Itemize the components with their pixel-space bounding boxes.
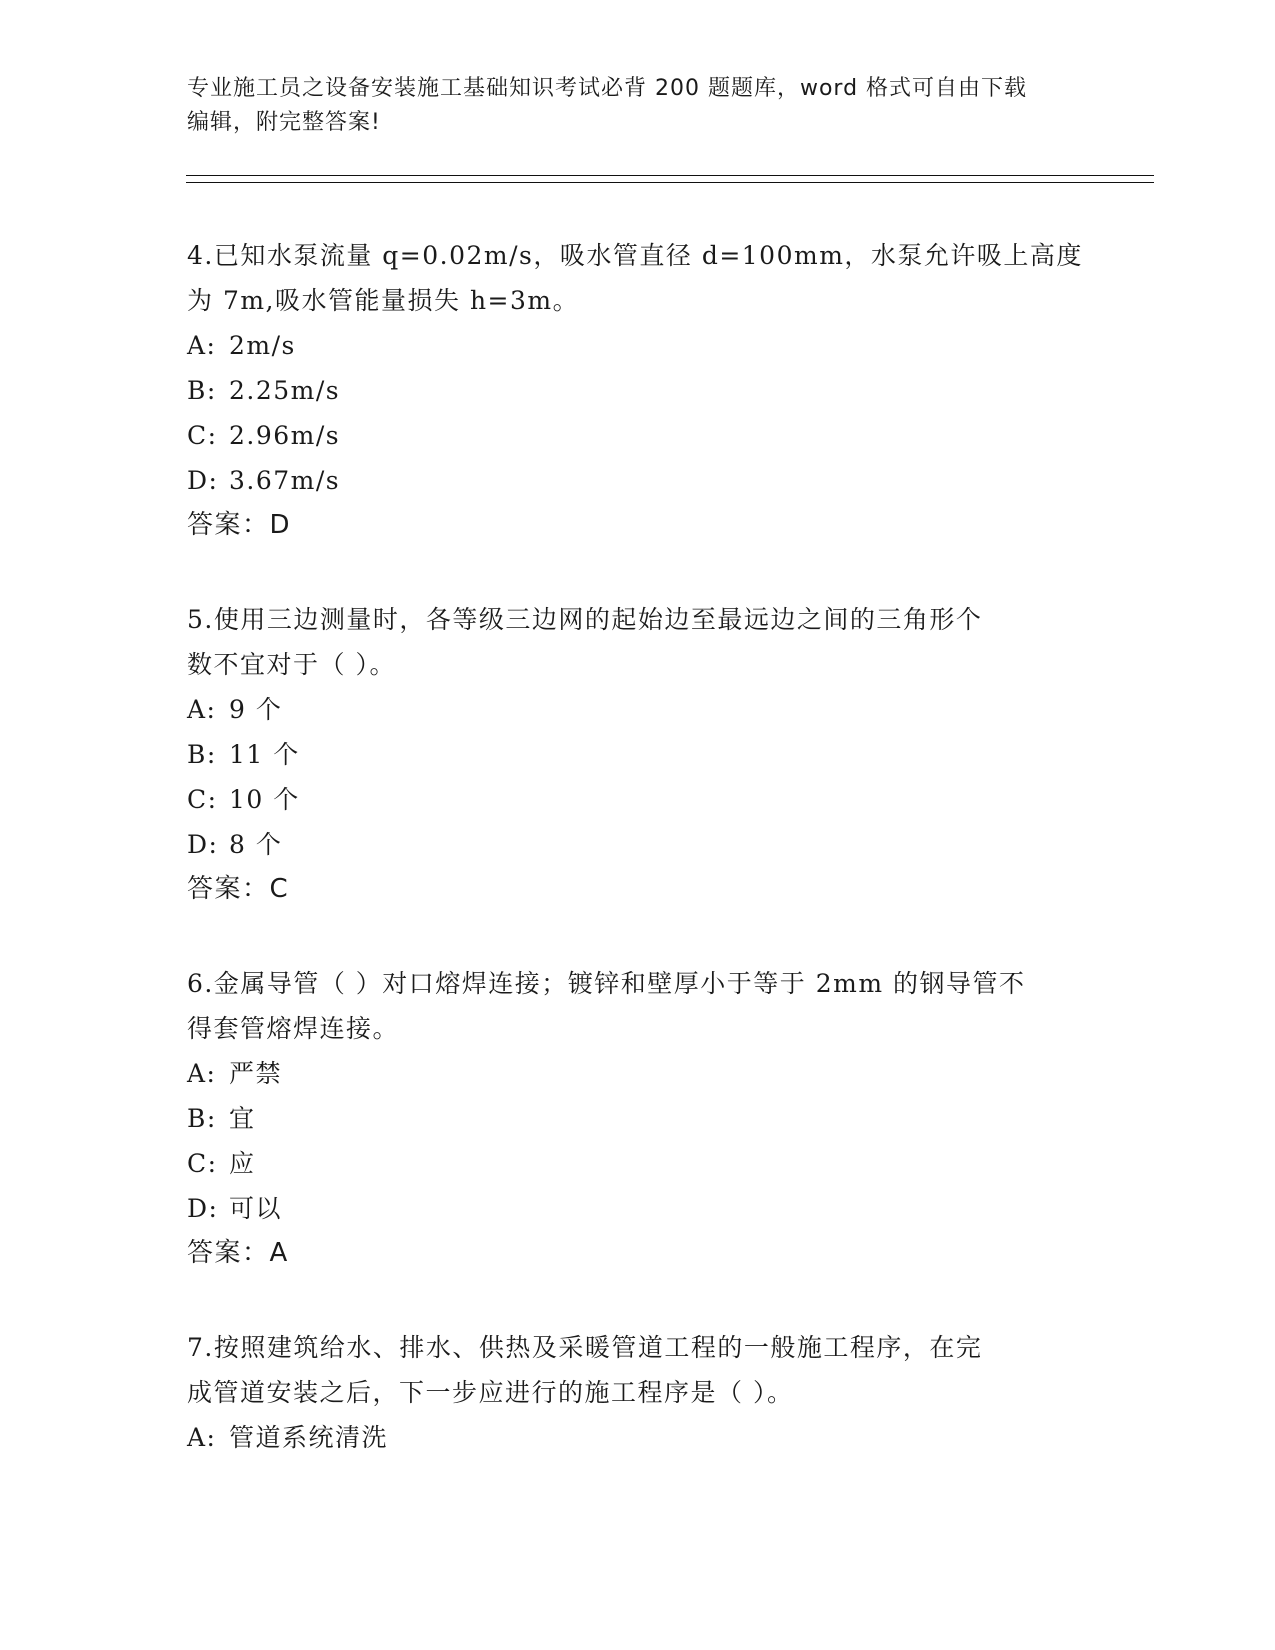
header-line-1: 专业施工员之设备安装施工基础知识考试必背 200 题题库，word 格式可自由下载 bbox=[187, 76, 1028, 101]
option-label: B: bbox=[187, 740, 217, 769]
option-label: C: bbox=[187, 421, 218, 450]
header-divider-bottom bbox=[186, 182, 1154, 183]
question-stem-line-1: 6.金属导管（ ）对口熔焊连接；镀锌和壁厚小于等于 2mm 的钢导管不 bbox=[187, 969, 1026, 998]
question-stem-line-1: 4.已知水泵流量 q=0.02m/s，吸水管直径 d=100mm，水泵允许吸上高度 bbox=[187, 241, 1083, 270]
question-stem-line-2: 得套管熔焊连接。 bbox=[187, 1014, 400, 1043]
option-b bbox=[187, 368, 1087, 413]
question-stem-line-1: 5.使用三边测量时，各等级三边网的起始边至最远边之间的三角形个 bbox=[187, 605, 983, 634]
answer: 答案：A bbox=[187, 1238, 289, 1268]
option-text: 严禁 bbox=[229, 1059, 283, 1088]
option-a bbox=[187, 687, 1087, 732]
option-d bbox=[187, 458, 1087, 503]
option-label: A: bbox=[187, 695, 217, 724]
option-label: C: bbox=[187, 785, 218, 814]
option-label: C: bbox=[187, 1149, 218, 1178]
option-text: 10 个 bbox=[229, 785, 300, 814]
question-5 bbox=[187, 597, 1087, 912]
option-d bbox=[187, 1186, 1087, 1231]
option-a bbox=[187, 1051, 1087, 1096]
option-text: 8 个 bbox=[229, 830, 283, 859]
option-text: 应 bbox=[229, 1149, 256, 1178]
header-line-2: 编辑，附完整答案! bbox=[187, 110, 381, 135]
option-text: 11 个 bbox=[229, 740, 300, 769]
question-stem-line-2: 为 7m,吸水管能量损失 h=3m。 bbox=[187, 286, 580, 315]
option-c bbox=[187, 777, 1087, 822]
option-text: 2.96m/s bbox=[229, 421, 341, 450]
option-text: 宜 bbox=[229, 1104, 256, 1133]
option-label: A: bbox=[187, 331, 217, 360]
option-text: 3.67m/s bbox=[229, 466, 341, 495]
option-text: 2.25m/s bbox=[229, 376, 341, 405]
option-d bbox=[187, 822, 1087, 867]
option-b bbox=[187, 1096, 1087, 1141]
option-c bbox=[187, 1141, 1087, 1186]
option-text: 可以 bbox=[229, 1194, 283, 1223]
option-label: B: bbox=[187, 1104, 217, 1133]
option-a bbox=[187, 323, 1087, 368]
option-text: 管道系统清洗 bbox=[229, 1423, 389, 1452]
option-text: 2m/s bbox=[229, 331, 296, 360]
question-stem-line-2: 数不宜对于（ ）。 bbox=[187, 650, 396, 679]
question-stem-line-1: 7.按照建筑给水、排水、供热及采暖管道工程的一般施工程序，在完 bbox=[187, 1333, 983, 1362]
option-label: D: bbox=[187, 830, 219, 859]
question-6 bbox=[187, 961, 1087, 1276]
option-label: A: bbox=[187, 1059, 217, 1088]
question-stem-line-2: 成管道安装之后，下一步应进行的施工程序是（ ）。 bbox=[187, 1378, 794, 1407]
header-divider-top bbox=[186, 175, 1154, 176]
option-label: A: bbox=[187, 1423, 217, 1452]
option-a bbox=[187, 1415, 1087, 1460]
option-label: B: bbox=[187, 376, 217, 405]
option-text: 9 个 bbox=[229, 695, 283, 724]
option-label: D: bbox=[187, 466, 219, 495]
option-label: D: bbox=[187, 1194, 219, 1223]
document-header bbox=[187, 72, 1087, 140]
option-b bbox=[187, 732, 1087, 777]
question-7 bbox=[187, 1325, 1087, 1460]
option-c bbox=[187, 413, 1087, 458]
answer: 答案：C bbox=[187, 874, 290, 904]
question-4 bbox=[187, 233, 1087, 548]
answer: 答案：D bbox=[187, 510, 292, 540]
